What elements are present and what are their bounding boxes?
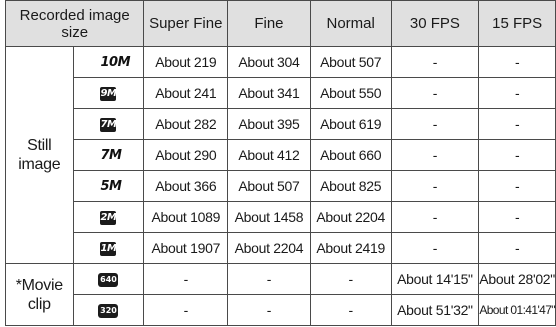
resolution-1m-icon: 1M: [100, 243, 117, 255]
table-cell: About 395: [228, 109, 311, 140]
table-cell: -: [391, 202, 479, 233]
resolution-cell: [73, 264, 144, 295]
header-15fps: 15 FPS: [479, 1, 556, 47]
table-cell: -: [391, 140, 479, 171]
table-row: [6, 264, 556, 295]
resolution-10m-icon: 10M: [100, 55, 131, 71]
resolution-cell: [73, 109, 144, 140]
table-cell: About 51'32": [391, 295, 479, 326]
resolution-cell: [73, 47, 144, 78]
header-recorded-image-size: Recorded image size: [6, 1, 144, 47]
table-cell: About 619: [310, 109, 391, 140]
table-cell: About 14'15": [391, 264, 479, 295]
table-row: [6, 78, 556, 109]
table-cell: -: [479, 233, 556, 264]
table-cell: -: [228, 295, 311, 326]
table-cell: About 304: [228, 47, 311, 78]
table-cell: About 28'02": [479, 264, 556, 295]
table-cell: About 2419: [310, 233, 391, 264]
table-cell: -: [479, 47, 556, 78]
table-cell: -: [310, 264, 391, 295]
table-cell: -: [391, 109, 479, 140]
table-cell: -: [479, 202, 556, 233]
table-cell: About 282: [144, 109, 228, 140]
movie-640-icon: 640: [98, 273, 118, 287]
table-cell: -: [479, 109, 556, 140]
table-row: [6, 109, 556, 140]
table-cell: About 2204: [310, 202, 391, 233]
resolution-7m-wide-icon: 7M: [100, 119, 117, 131]
table-cell: About 507: [228, 171, 311, 202]
table-cell: -: [144, 264, 228, 295]
resolution-cell: [73, 233, 144, 264]
table-cell: About 507: [310, 47, 391, 78]
movie-clip-label: *Movie clip: [6, 264, 74, 326]
table-cell: -: [391, 171, 479, 202]
table-cell: -: [144, 295, 228, 326]
resolution-cell: [73, 78, 144, 109]
table-cell: About 241: [144, 78, 228, 109]
table-cell: -: [479, 140, 556, 171]
resolution-7m-icon: 7M: [100, 148, 122, 164]
header-fine: Fine: [228, 1, 311, 47]
table-cell: About 366: [144, 171, 228, 202]
table-row: [6, 171, 556, 202]
table-cell: About 1089: [144, 202, 228, 233]
table-cell: About 219: [144, 47, 228, 78]
header-super-fine: Super Fine: [144, 1, 228, 47]
table-cell: About 341: [228, 78, 311, 109]
header-30fps: 30 FPS: [391, 1, 479, 47]
resolution-2m-icon: 2M: [100, 212, 117, 224]
table-cell: -: [479, 78, 556, 109]
table-cell: -: [391, 78, 479, 109]
table-cell: -: [391, 233, 479, 264]
table-row: [6, 140, 556, 171]
table-cell: About 660: [310, 140, 391, 171]
resolution-9m-icon: 9M: [100, 88, 117, 100]
table-cell: -: [479, 171, 556, 202]
table-cell: About 1907: [144, 233, 228, 264]
table-cell: About 2204: [228, 233, 311, 264]
table-cell: About 01:41'47": [479, 295, 556, 326]
still-image-label: Still image: [6, 47, 74, 264]
movie-320-icon: 320: [98, 304, 118, 318]
table-cell: About 825: [310, 171, 391, 202]
table-row: [6, 233, 556, 264]
table-row: [6, 295, 556, 326]
capacity-table-container: [5, 0, 556, 326]
table-row: [6, 202, 556, 233]
table-cell: -: [391, 47, 479, 78]
header-normal: Normal: [310, 1, 391, 47]
header-row: [6, 1, 556, 47]
resolution-cell: [73, 202, 144, 233]
table-cell: About 290: [144, 140, 228, 171]
resolution-cell: [73, 295, 144, 326]
table-cell: -: [228, 264, 311, 295]
table-cell: About 550: [310, 78, 391, 109]
resolution-cell: [73, 171, 144, 202]
table-cell: -: [310, 295, 391, 326]
resolution-cell: [73, 140, 144, 171]
table-row: [6, 47, 556, 78]
capacity-table: [5, 0, 556, 326]
table-cell: About 1458: [228, 202, 311, 233]
table-cell: About 412: [228, 140, 311, 171]
resolution-5m-icon: 5M: [100, 179, 122, 195]
